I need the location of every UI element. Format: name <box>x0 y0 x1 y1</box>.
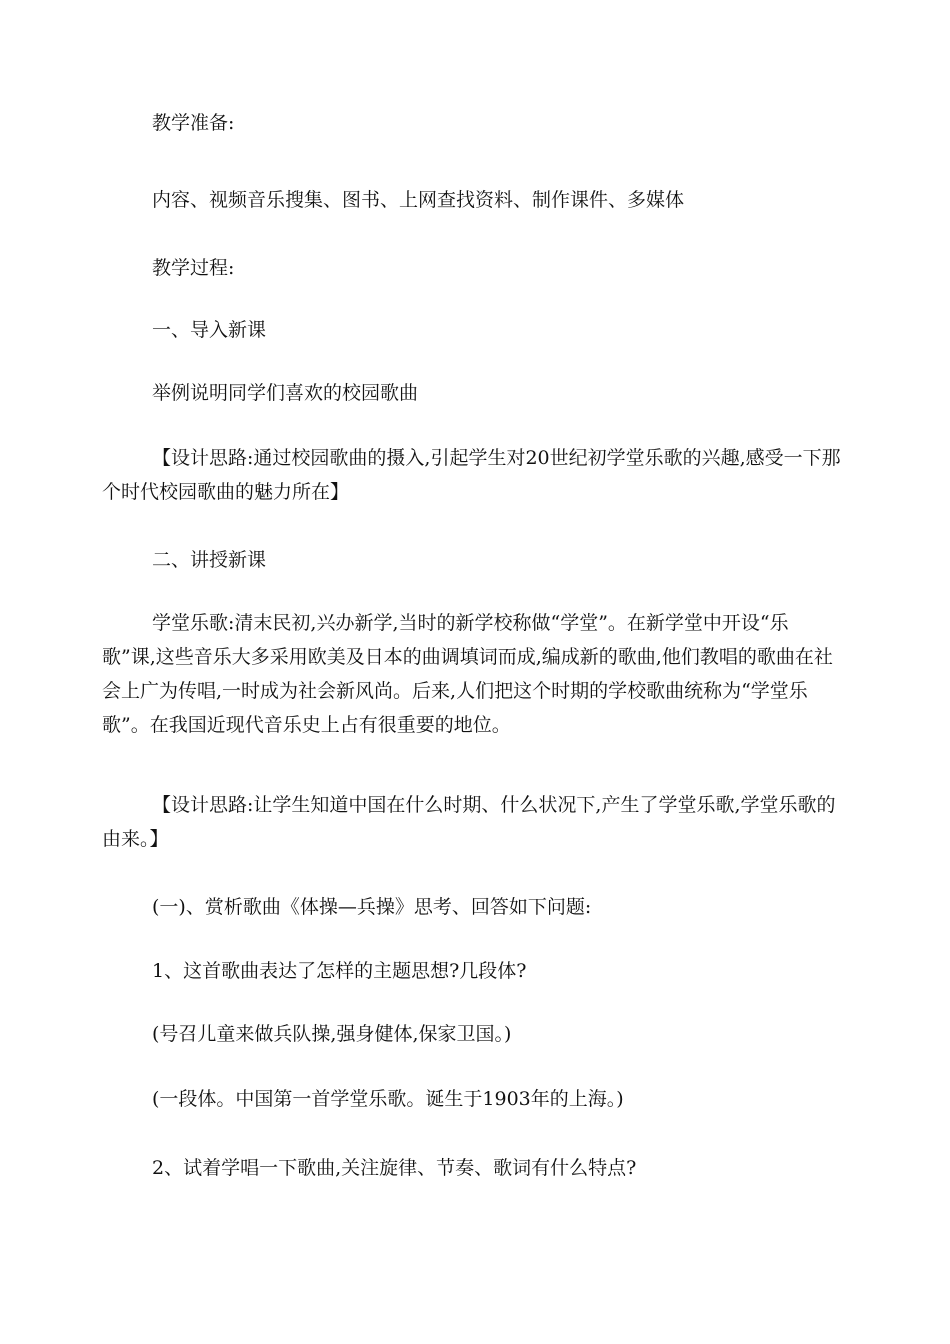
paragraph-section-one-heading: 一、导入新课 <box>152 319 267 341</box>
paragraph-question-two: 2、试着学唱一下歌曲,关注旋律、节奏、歌词有什么特点? <box>152 1157 637 1179</box>
paragraph-appreciation-task: (一)、赏析歌曲《体操—兵操》思考、回答如下问题: <box>152 896 592 918</box>
paragraph-example-songs: 举例说明同学们喜欢的校园歌曲 <box>152 382 419 404</box>
paragraph-answer-two: (一段体。中国第一首学堂乐歌。诞生于1903年的上海。) <box>152 1088 624 1110</box>
paragraph-answer-one: (号召儿童来做兵队操,强身健体,保家卫国。) <box>152 1023 512 1045</box>
paragraph-teaching-preparation-heading: 教学准备: <box>152 112 235 134</box>
paragraph-question-one: 1、这首歌曲表达了怎样的主题思想?几段体? <box>152 960 527 982</box>
paragraph-school-songs-intro: 学堂乐歌:清末民初,兴办新学,当时的新学校称做“学堂”。在新学堂中开设“乐歌”课,这些音乐大多采用欧美及日本的曲调填词而成,编成新的歌曲,他们教唱的歌曲在社会上广为传唱,一时成为社会新风尚。后来,人们把这个时期的学校歌曲统称为“学堂乐歌”。在我国近现代音乐史上占有很重要的地位。 <box>102 612 833 736</box>
paragraph-design-idea-two: 【设计思路:让学生知道中国在什么时期、什么状况下,产生了学堂乐歌,学堂乐歌的由来。】 <box>102 794 836 850</box>
paragraph-design-idea-one: 【设计思路:通过校园歌曲的摄入,引起学生对20世纪初学堂乐歌的兴趣,感受一下那个时代校园歌曲的魅力所在】 <box>102 447 841 503</box>
paragraph-teaching-process-heading: 教学过程: <box>152 257 235 279</box>
paragraph-preparation-content: 内容、视频音乐搜集、图书、上网查找资料、制作课件、多媒体 <box>152 189 685 211</box>
paragraph-section-two-heading: 二、讲授新课 <box>152 549 267 571</box>
